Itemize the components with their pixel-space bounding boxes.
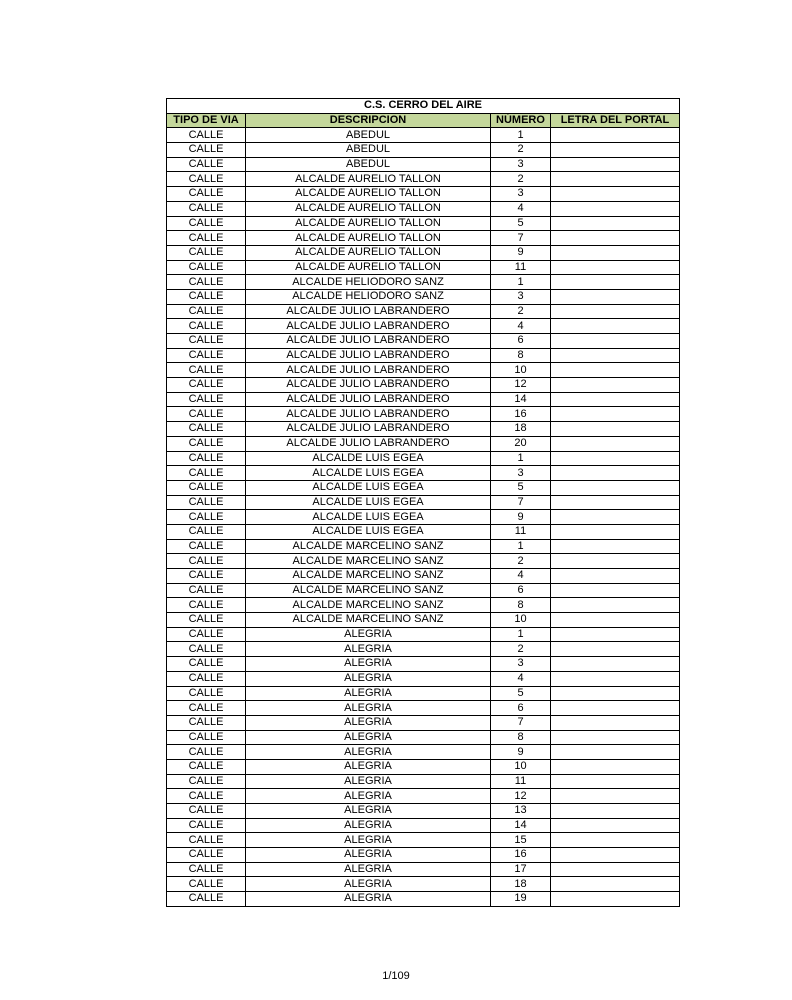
cell-tipo-de-via: CALLE [167, 833, 246, 848]
table-row [167, 334, 680, 349]
cell-letra-del-portal [551, 289, 680, 304]
cell-descripcion: ALEGRIA [246, 671, 491, 686]
cell-descripcion: ALEGRIA [246, 701, 491, 716]
cell-tipo-de-via: CALLE [167, 671, 246, 686]
cell-letra-del-portal [551, 642, 680, 657]
cell-numero: 4 [491, 201, 551, 216]
cell-descripcion: ALCALDE AURELIO TALLON [246, 231, 491, 246]
table-row [167, 613, 680, 628]
table-row [167, 627, 680, 642]
cell-letra-del-portal [551, 554, 680, 569]
table-row [167, 480, 680, 495]
cell-letra-del-portal [551, 657, 680, 672]
cell-tipo-de-via: CALLE [167, 539, 246, 554]
table-row [167, 216, 680, 231]
cell-descripcion: ALCALDE LUIS EGEA [246, 451, 491, 466]
cell-numero: 4 [491, 671, 551, 686]
table-row [167, 554, 680, 569]
cell-letra-del-portal [551, 187, 680, 202]
cell-tipo-de-via: CALLE [167, 759, 246, 774]
cell-numero: 6 [491, 701, 551, 716]
cell-numero: 1 [491, 627, 551, 642]
cell-numero: 8 [491, 598, 551, 613]
cell-descripcion: ALEGRIA [246, 862, 491, 877]
table-row [167, 392, 680, 407]
cell-tipo-de-via: CALLE [167, 275, 246, 290]
cell-letra-del-portal [551, 466, 680, 481]
cell-letra-del-portal [551, 510, 680, 525]
cell-descripcion: ABEDUL [246, 157, 491, 172]
cell-tipo-de-via: CALLE [167, 128, 246, 143]
cell-numero: 19 [491, 892, 551, 907]
table-row [167, 804, 680, 819]
cell-tipo-de-via: CALLE [167, 892, 246, 907]
cell-letra-del-portal [551, 789, 680, 804]
cell-descripcion: ALEGRIA [246, 804, 491, 819]
cell-letra-del-portal [551, 583, 680, 598]
table-row [167, 348, 680, 363]
cell-descripcion: ALCALDE MARCELINO SANZ [246, 583, 491, 598]
table-row [167, 642, 680, 657]
cell-letra-del-portal [551, 304, 680, 319]
cell-descripcion: ALCALDE AURELIO TALLON [246, 201, 491, 216]
cell-descripcion: ALEGRIA [246, 657, 491, 672]
table-row [167, 583, 680, 598]
cell-tipo-de-via: CALLE [167, 392, 246, 407]
cell-letra-del-portal [551, 407, 680, 422]
table-row [167, 892, 680, 907]
cell-letra-del-portal [551, 715, 680, 730]
table-row [167, 686, 680, 701]
table-row [167, 275, 680, 290]
table-row [167, 862, 680, 877]
cell-numero: 11 [491, 524, 551, 539]
cell-tipo-de-via: CALLE [167, 216, 246, 231]
cell-descripcion: ALEGRIA [246, 686, 491, 701]
table-row [167, 172, 680, 187]
cell-letra-del-portal [551, 422, 680, 437]
cell-letra-del-portal [551, 143, 680, 158]
cell-numero: 1 [491, 451, 551, 466]
cell-numero: 11 [491, 774, 551, 789]
cell-descripcion: ALCALDE MARCELINO SANZ [246, 554, 491, 569]
cell-descripcion: ALCALDE MARCELINO SANZ [246, 613, 491, 628]
cell-tipo-de-via: CALLE [167, 480, 246, 495]
cell-tipo-de-via: CALLE [167, 730, 246, 745]
cell-numero: 7 [491, 715, 551, 730]
cell-numero: 17 [491, 862, 551, 877]
table-row [167, 187, 680, 202]
cell-tipo-de-via: CALLE [167, 172, 246, 187]
table-row [167, 671, 680, 686]
cell-letra-del-portal [551, 245, 680, 260]
table-row [167, 407, 680, 422]
cell-numero: 9 [491, 745, 551, 760]
cell-letra-del-portal [551, 686, 680, 701]
table-row [167, 789, 680, 804]
table-row [167, 510, 680, 525]
table-row [167, 730, 680, 745]
cell-numero: 2 [491, 554, 551, 569]
cell-descripcion: ABEDUL [246, 143, 491, 158]
address-table [166, 98, 680, 907]
cell-numero: 1 [491, 539, 551, 554]
table-row [167, 245, 680, 260]
cell-letra-del-portal [551, 774, 680, 789]
cell-letra-del-portal [551, 319, 680, 334]
cell-numero: 4 [491, 319, 551, 334]
cell-descripcion: ALCALDE AURELIO TALLON [246, 260, 491, 275]
cell-tipo-de-via: CALLE [167, 686, 246, 701]
cell-letra-del-portal [551, 892, 680, 907]
cell-descripcion: ALCALDE JULIO LABRANDERO [246, 436, 491, 451]
cell-numero: 6 [491, 583, 551, 598]
cell-letra-del-portal [551, 348, 680, 363]
table-row [167, 539, 680, 554]
cell-letra-del-portal [551, 848, 680, 863]
cell-descripcion: ALCALDE AURELIO TALLON [246, 245, 491, 260]
cell-letra-del-portal [551, 157, 680, 172]
cell-tipo-de-via: CALLE [167, 510, 246, 525]
table-row [167, 759, 680, 774]
cell-tipo-de-via: CALLE [167, 701, 246, 716]
cell-numero: 12 [491, 378, 551, 393]
cell-numero: 18 [491, 422, 551, 437]
cell-descripcion: ALCALDE JULIO LABRANDERO [246, 407, 491, 422]
cell-numero: 14 [491, 392, 551, 407]
cell-tipo-de-via: CALLE [167, 774, 246, 789]
table-row [167, 877, 680, 892]
column-header-tipo-de-via: TIPO DE VIA [167, 113, 246, 128]
cell-numero: 8 [491, 730, 551, 745]
table-row [167, 598, 680, 613]
cell-letra-del-portal [551, 671, 680, 686]
cell-descripcion: ALEGRIA [246, 877, 491, 892]
cell-letra-del-portal [551, 451, 680, 466]
cell-descripcion: ALEGRIA [246, 833, 491, 848]
cell-descripcion: ALCALDE JULIO LABRANDERO [246, 422, 491, 437]
cell-numero: 10 [491, 363, 551, 378]
cell-letra-del-portal [551, 436, 680, 451]
cell-numero: 2 [491, 172, 551, 187]
cell-tipo-de-via: CALLE [167, 319, 246, 334]
cell-letra-del-portal [551, 334, 680, 349]
cell-tipo-de-via: CALLE [167, 627, 246, 642]
cell-descripcion: ALCALDE JULIO LABRANDERO [246, 334, 491, 349]
cell-numero: 16 [491, 407, 551, 422]
cell-descripcion: ALCALDE JULIO LABRANDERO [246, 304, 491, 319]
cell-descripcion: ALCALDE JULIO LABRANDERO [246, 378, 491, 393]
cell-descripcion: ALCALDE JULIO LABRANDERO [246, 348, 491, 363]
cell-numero: 10 [491, 759, 551, 774]
cell-tipo-de-via: CALLE [167, 715, 246, 730]
page-number: 1/109 [382, 970, 410, 982]
cell-descripcion: ALCALDE LUIS EGEA [246, 480, 491, 495]
cell-letra-del-portal [551, 495, 680, 510]
table-row [167, 524, 680, 539]
cell-letra-del-portal [551, 745, 680, 760]
cell-descripcion: ALCALDE MARCELINO SANZ [246, 539, 491, 554]
cell-tipo-de-via: CALLE [167, 598, 246, 613]
cell-letra-del-portal [551, 201, 680, 216]
cell-letra-del-portal [551, 804, 680, 819]
cell-letra-del-portal [551, 877, 680, 892]
cell-tipo-de-via: CALLE [167, 348, 246, 363]
cell-tipo-de-via: CALLE [167, 848, 246, 863]
table-row [167, 289, 680, 304]
cell-numero: 5 [491, 480, 551, 495]
cell-descripcion: ALCALDE JULIO LABRANDERO [246, 363, 491, 378]
cell-letra-del-portal [551, 231, 680, 246]
table-row [167, 848, 680, 863]
cell-letra-del-portal [551, 818, 680, 833]
cell-descripcion: ALEGRIA [246, 642, 491, 657]
cell-letra-del-portal [551, 392, 680, 407]
cell-letra-del-portal [551, 524, 680, 539]
table-row [167, 657, 680, 672]
cell-tipo-de-via: CALLE [167, 436, 246, 451]
cell-numero: 13 [491, 804, 551, 819]
cell-letra-del-portal [551, 275, 680, 290]
cell-tipo-de-via: CALLE [167, 818, 246, 833]
cell-letra-del-portal [551, 216, 680, 231]
cell-numero: 9 [491, 245, 551, 260]
table-row [167, 422, 680, 437]
cell-numero: 5 [491, 686, 551, 701]
cell-descripcion: ALCALDE LUIS EGEA [246, 495, 491, 510]
table-row [167, 745, 680, 760]
cell-numero: 12 [491, 789, 551, 804]
table-row [167, 466, 680, 481]
cell-tipo-de-via: CALLE [167, 334, 246, 349]
table-row [167, 833, 680, 848]
cell-tipo-de-via: CALLE [167, 187, 246, 202]
cell-descripcion: ALCALDE HELIODORO SANZ [246, 289, 491, 304]
cell-numero: 20 [491, 436, 551, 451]
table-row [167, 363, 680, 378]
cell-numero: 2 [491, 304, 551, 319]
cell-numero: 3 [491, 657, 551, 672]
table-body [167, 128, 680, 906]
cell-descripcion: ALEGRIA [246, 745, 491, 760]
cell-letra-del-portal [551, 378, 680, 393]
cell-letra-del-portal [551, 128, 680, 143]
table-row [167, 260, 680, 275]
cell-descripcion: ABEDUL [246, 128, 491, 143]
cell-descripcion: ALEGRIA [246, 730, 491, 745]
cell-tipo-de-via: CALLE [167, 569, 246, 584]
table-row [167, 128, 680, 143]
table-row [167, 231, 680, 246]
table-row [167, 701, 680, 716]
table-row [167, 319, 680, 334]
cell-letra-del-portal [551, 759, 680, 774]
cell-numero: 3 [491, 187, 551, 202]
cell-descripcion: ALEGRIA [246, 627, 491, 642]
column-header-descripcion: DESCRIPCION [246, 113, 491, 128]
cell-descripcion: ALCALDE AURELIO TALLON [246, 187, 491, 202]
cell-tipo-de-via: CALLE [167, 495, 246, 510]
cell-numero: 3 [491, 289, 551, 304]
cell-letra-del-portal [551, 730, 680, 745]
cell-descripcion: ALEGRIA [246, 774, 491, 789]
cell-numero: 9 [491, 510, 551, 525]
table-row [167, 715, 680, 730]
cell-tipo-de-via: CALLE [167, 789, 246, 804]
cell-numero: 7 [491, 231, 551, 246]
cell-descripcion: ALCALDE LUIS EGEA [246, 524, 491, 539]
cell-letra-del-portal [551, 363, 680, 378]
cell-letra-del-portal [551, 627, 680, 642]
cell-descripcion: ALCALDE LUIS EGEA [246, 510, 491, 525]
cell-descripcion: ALCALDE LUIS EGEA [246, 466, 491, 481]
cell-descripcion: ALEGRIA [246, 892, 491, 907]
column-header-numero: NÚMERO [491, 113, 551, 128]
cell-tipo-de-via: CALLE [167, 804, 246, 819]
cell-tipo-de-via: CALLE [167, 143, 246, 158]
cell-numero: 11 [491, 260, 551, 275]
cell-tipo-de-via: CALLE [167, 245, 246, 260]
cell-numero: 3 [491, 466, 551, 481]
table-row [167, 157, 680, 172]
cell-tipo-de-via: CALLE [167, 157, 246, 172]
table-row [167, 451, 680, 466]
cell-numero: 15 [491, 833, 551, 848]
table-row [167, 495, 680, 510]
cell-numero: 8 [491, 348, 551, 363]
cell-tipo-de-via: CALLE [167, 304, 246, 319]
table-row [167, 818, 680, 833]
cell-descripcion: ALEGRIA [246, 789, 491, 804]
cell-tipo-de-via: CALLE [167, 407, 246, 422]
cell-numero: 6 [491, 334, 551, 349]
table-row [167, 774, 680, 789]
cell-letra-del-portal [551, 172, 680, 187]
table-row [167, 201, 680, 216]
cell-numero: 7 [491, 495, 551, 510]
cell-numero: 16 [491, 848, 551, 863]
cell-descripcion: ALCALDE JULIO LABRANDERO [246, 319, 491, 334]
table-row [167, 143, 680, 158]
cell-descripcion: ALEGRIA [246, 759, 491, 774]
cell-descripcion: ALEGRIA [246, 848, 491, 863]
table-row [167, 569, 680, 584]
cell-tipo-de-via: CALLE [167, 524, 246, 539]
cell-numero: 4 [491, 569, 551, 584]
table-row [167, 304, 680, 319]
cell-letra-del-portal [551, 701, 680, 716]
cell-tipo-de-via: CALLE [167, 378, 246, 393]
cell-tipo-de-via: CALLE [167, 877, 246, 892]
cell-letra-del-portal [551, 569, 680, 584]
cell-numero: 2 [491, 642, 551, 657]
table-title-row [167, 99, 680, 114]
cell-descripcion: ALEGRIA [246, 818, 491, 833]
cell-letra-del-portal [551, 539, 680, 554]
table-header-row [167, 113, 680, 128]
cell-tipo-de-via: CALLE [167, 613, 246, 628]
cell-numero: 2 [491, 143, 551, 158]
table-title: C.S. CERRO DEL AIRE [167, 99, 680, 114]
cell-tipo-de-via: CALLE [167, 289, 246, 304]
table-row [167, 378, 680, 393]
cell-descripcion: ALCALDE MARCELINO SANZ [246, 598, 491, 613]
cell-numero: 3 [491, 157, 551, 172]
cell-tipo-de-via: CALLE [167, 422, 246, 437]
cell-letra-del-portal [551, 480, 680, 495]
table-row [167, 436, 680, 451]
cell-tipo-de-via: CALLE [167, 862, 246, 877]
cell-tipo-de-via: CALLE [167, 554, 246, 569]
cell-tipo-de-via: CALLE [167, 642, 246, 657]
cell-tipo-de-via: CALLE [167, 201, 246, 216]
cell-descripcion: ALEGRIA [246, 715, 491, 730]
cell-letra-del-portal [551, 598, 680, 613]
cell-letra-del-portal [551, 613, 680, 628]
cell-numero: 14 [491, 818, 551, 833]
cell-letra-del-portal [551, 862, 680, 877]
cell-numero: 10 [491, 613, 551, 628]
cell-numero: 5 [491, 216, 551, 231]
cell-numero: 1 [491, 128, 551, 143]
column-header-letra-del-portal: LETRA DEL PORTAL [551, 113, 680, 128]
cell-tipo-de-via: CALLE [167, 260, 246, 275]
cell-descripcion: ALCALDE AURELIO TALLON [246, 172, 491, 187]
cell-descripcion: ALCALDE MARCELINO SANZ [246, 569, 491, 584]
cell-tipo-de-via: CALLE [167, 583, 246, 598]
cell-descripcion: ALCALDE JULIO LABRANDERO [246, 392, 491, 407]
cell-tipo-de-via: CALLE [167, 363, 246, 378]
cell-numero: 18 [491, 877, 551, 892]
cell-tipo-de-via: CALLE [167, 745, 246, 760]
cell-tipo-de-via: CALLE [167, 231, 246, 246]
cell-letra-del-portal [551, 833, 680, 848]
cell-tipo-de-via: CALLE [167, 451, 246, 466]
cell-tipo-de-via: CALLE [167, 466, 246, 481]
cell-descripcion: ALCALDE AURELIO TALLON [246, 216, 491, 231]
cell-numero: 1 [491, 275, 551, 290]
cell-letra-del-portal [551, 260, 680, 275]
cell-tipo-de-via: CALLE [167, 657, 246, 672]
cell-descripcion: ALCALDE HELIODORO SANZ [246, 275, 491, 290]
